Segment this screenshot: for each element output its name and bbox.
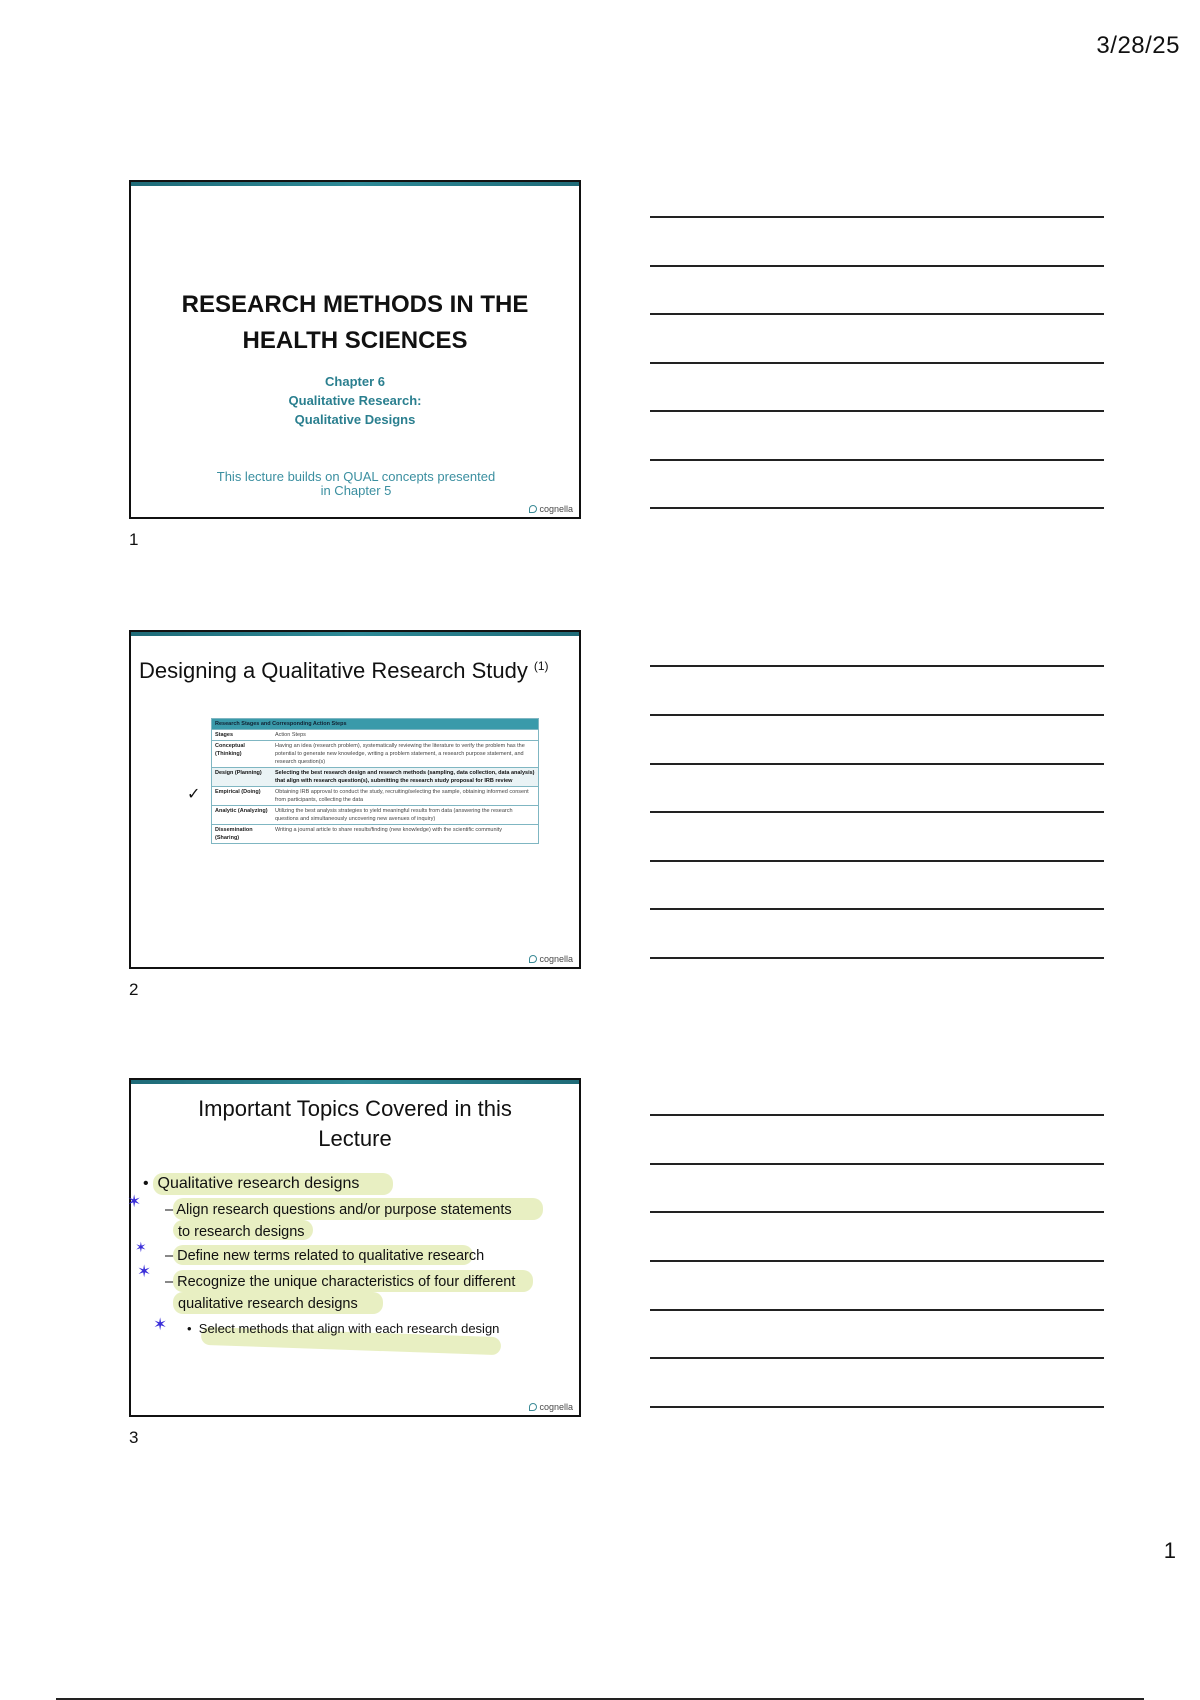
bullet-text: – Align research questions and/or purpose statements [165,1202,512,1218]
slide-1-subtitle [131,372,579,429]
note-line [650,763,1104,765]
note-line [650,714,1104,716]
slide-3-title [131,1094,579,1154]
note-line [650,362,1104,364]
table-caption: Research Stages and Corresponding Action Steps [212,719,539,730]
bullet-text: Select methods that align with each research design [198,1321,500,1336]
bullet-text: to research designs [178,1224,305,1240]
note-line [650,216,1104,218]
page-number: 1 [1163,1538,1176,1563]
publisher-logo [529,1402,573,1412]
logo-icon [529,505,537,513]
note-line [650,860,1104,862]
bullet-qualitative-designs: • Qualitative research designs [143,1175,360,1192]
note-line [650,957,1104,959]
table-cell-steps: Utilizing the best analysis strategies to yield meaningful results from data (answering the research questions and simultaneously uncovering new avenues of inquiry) [272,806,539,825]
slide-1-number: 1 [129,530,139,549]
slide-1-subtitle-line-2: Qualitative Research: [288,393,422,408]
note-line [650,265,1104,267]
star-annotation-icon: ✶ [135,1239,147,1255]
table-cell-stage: Design (Planning) [212,768,273,787]
slide-2-title-reference: (1) [533,658,549,673]
note-line [650,908,1104,910]
slide-1-note-line-1: This lecture builds on QUAL concepts presented [216,469,496,484]
slide-3-title-line-1: Important Topics Covered in this [198,1096,512,1121]
slide-1-title [131,287,579,359]
slide-3 [129,1078,581,1417]
slide-2-number: 2 [129,980,139,999]
slide-2-title-text: Designing a Qualitative Research Study [139,658,528,683]
table-cell-steps: Having an idea (research problem), systematically reviewing the literature to verify the problem has the potential to generate new knowledge, writing a problem statement, a research purpose statement, and research question(s) [272,741,539,768]
note-line [650,1309,1104,1311]
table-cell-stage: Analytic (Analyzing) [212,806,273,825]
star-annotation-icon: ✶ [137,1262,152,1281]
note-line [650,1114,1104,1116]
slide-3-title-line-2: Lecture [318,1126,392,1151]
note-line [650,1357,1104,1359]
page-date: 3/28/25 [1096,32,1180,59]
note-line [650,313,1104,315]
logo-text: cognella [539,1402,573,1412]
table-cell-steps: Selecting the best research design and research methods (sampling, data collection, data analysis) that align with research question(s), submitting the research study proposal for IRB review [272,768,539,787]
bullet-text: Qualitative research designs [157,1175,360,1192]
note-line [650,811,1104,813]
checkmark-icon: ✓ [187,786,201,803]
note-line [650,459,1104,461]
table-header-stages: Stages [212,730,273,741]
bullet-text: – Recognize the unique characteristics of four different [165,1274,516,1290]
note-line [650,410,1104,412]
note-line [650,507,1104,509]
table-cell-steps: Obtaining IRB approval to conduct the study, recruiting/selecting the sample, obtaining informed consent from participants, collecting the data [272,787,539,806]
slide-1-title-line-1: RESEARCH METHODS IN THE [181,291,529,318]
bullet-text: – Define new terms related to qualitative research [165,1248,485,1264]
logo-icon [529,1403,537,1411]
table-row [212,806,539,825]
slide-1-subtitle-line-1: Chapter 6 [325,374,385,389]
table-header-action-steps: Action Steps [272,730,539,741]
logo-text: cognella [539,504,573,514]
publisher-logo [529,954,573,964]
star-annotation-icon: ✶ [153,1315,168,1334]
table-cell-stage: Conceptual (Thinking) [212,741,273,768]
table-row [212,825,539,844]
table-cell-stage: Empirical (Doing) [212,787,273,806]
logo-text: cognella [539,954,573,964]
table-row [212,741,539,768]
slide-1-note [201,470,511,498]
research-stages-table [211,718,539,844]
bullet-text: qualitative research designs [178,1296,358,1312]
bullet-align-questions [165,1199,512,1243]
slide-1 [129,180,581,519]
slide-3-number: 3 [129,1428,139,1447]
slide-1-subtitle-line-3: Qualitative Designs [294,412,416,427]
publisher-logo [529,504,573,514]
note-line [650,1163,1104,1165]
table-row [212,768,539,787]
note-line [650,1211,1104,1213]
bullet-define-terms [165,1245,484,1267]
note-line [650,665,1104,667]
bullet-select-methods: • Select methods that align with each research design [187,1321,500,1336]
note-line [650,1260,1104,1262]
logo-icon [529,955,537,963]
slide-1-note-line-2: in Chapter 5 [320,483,392,498]
table-cell-steps: Writing a journal article to share results/finding (new knowledge) with the scientific community [272,825,539,844]
bullet-recognize-characteristics [165,1271,515,1315]
table-cell-stage: Dissemination (Sharing) [212,825,273,844]
note-line [650,1406,1104,1408]
star-annotation-icon: ✶ [127,1192,142,1211]
table-row [212,787,539,806]
slide-2-title [139,658,549,684]
slide-2 [129,630,581,969]
slide-1-title-line-2: HEALTH SCIENCES [242,327,468,354]
